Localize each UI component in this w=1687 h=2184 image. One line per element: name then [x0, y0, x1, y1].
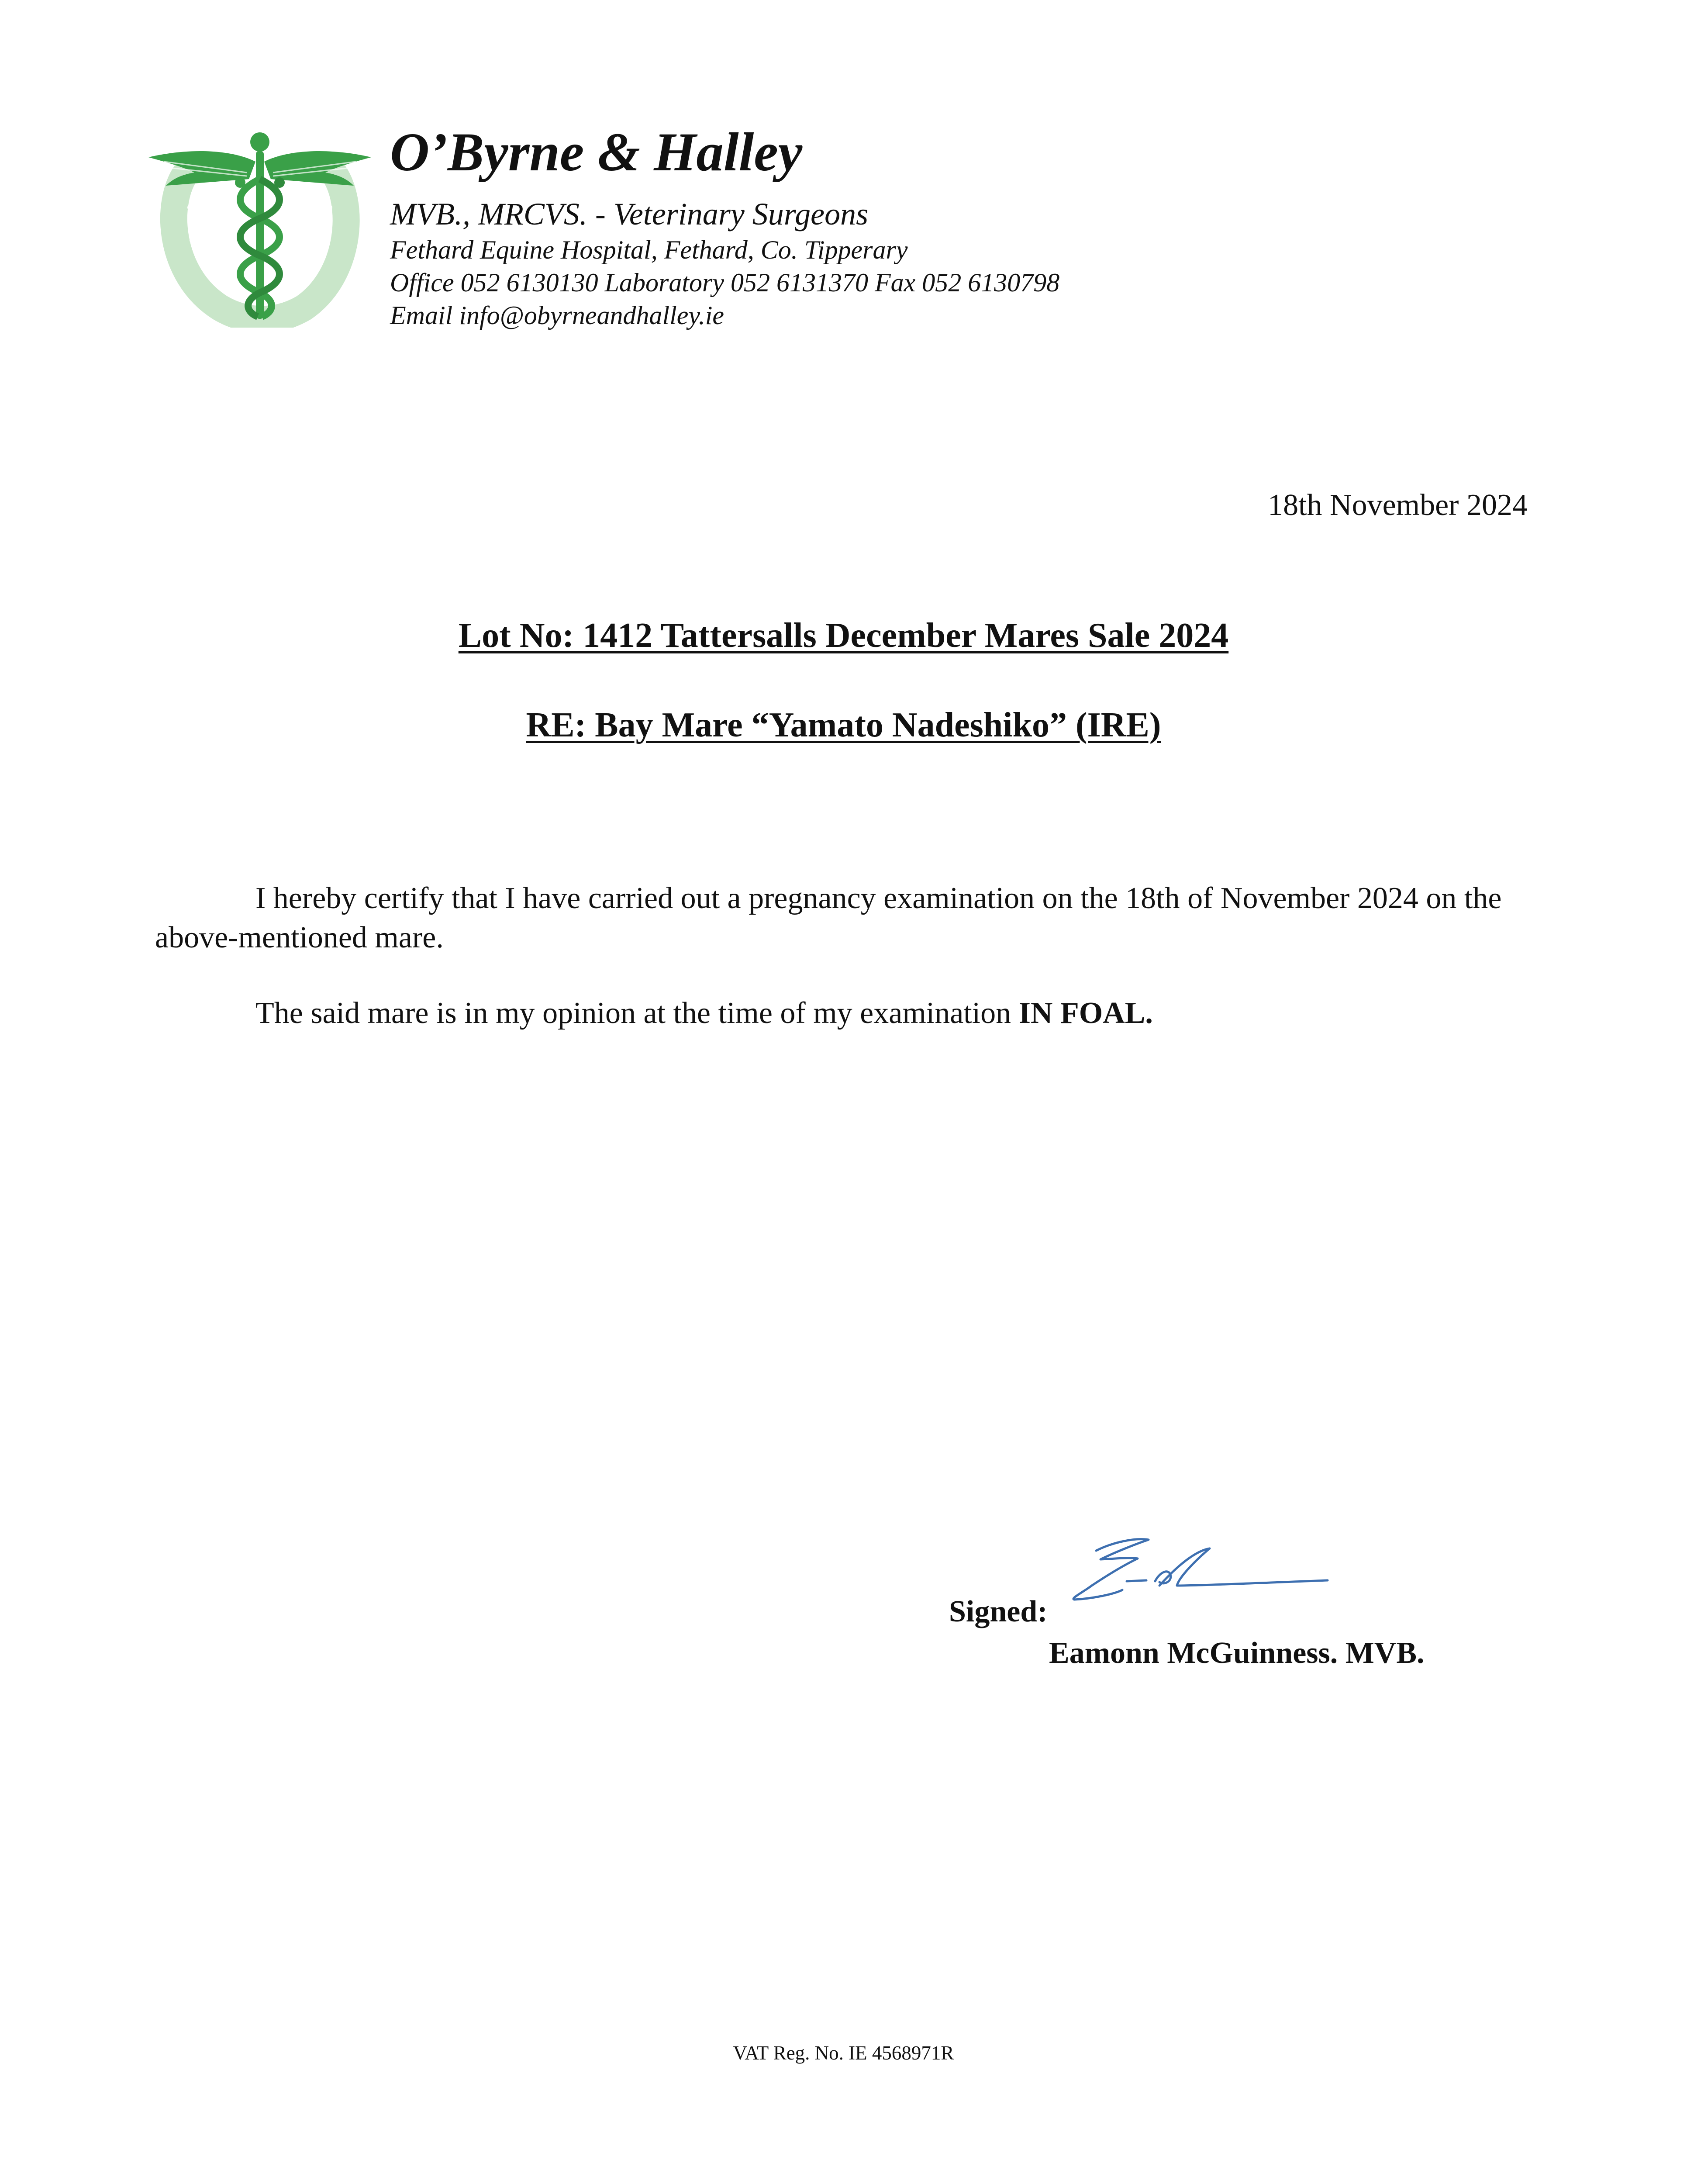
signatory-name: Eamonn McGuinness. MVB.	[1049, 1636, 1425, 1670]
opinion-text: The said mare is in my opinion at the time of my examination	[255, 996, 1019, 1030]
firm-address: Fethard Equine Hospital, Fethard, Co. Tipperary	[390, 235, 908, 264]
re-heading: RE: Bay Mare “Yamato Nadeshiko” (IRE)	[526, 706, 1161, 744]
caduceus-horseshoe-icon	[146, 131, 373, 328]
letter-date: 18th November 2024	[1268, 488, 1528, 522]
firm-qualifications: MVB., MRCVS. - Veterinary Surgeons	[390, 197, 869, 232]
firm-name: O’Byrne & Halley	[390, 122, 803, 183]
opinion-paragraph	[155, 994, 1535, 1033]
certification-paragraph: I hereby certify that I have carried out a pregnancy examination on the 18th of November 2024 on the above-mentioned mare.	[155, 881, 1502, 954]
letterhead	[390, 114, 1569, 332]
vat-registration: VAT Reg. No. IE 4568971R	[733, 2042, 954, 2064]
firm-email: Email info@obyrneandhalley.ie	[390, 301, 724, 330]
handwritten-signature	[1066, 1524, 1341, 1625]
lot-heading: Lot No: 1412 Tattersalls December Mares Sale 2024	[458, 616, 1229, 655]
firm-phones: Office 052 6130130 Laboratory 052 6131370 Fax 052 6130798	[390, 268, 1060, 297]
examination-result: IN FOAL.	[1018, 996, 1153, 1030]
signed-label: Signed:	[949, 1595, 1048, 1628]
